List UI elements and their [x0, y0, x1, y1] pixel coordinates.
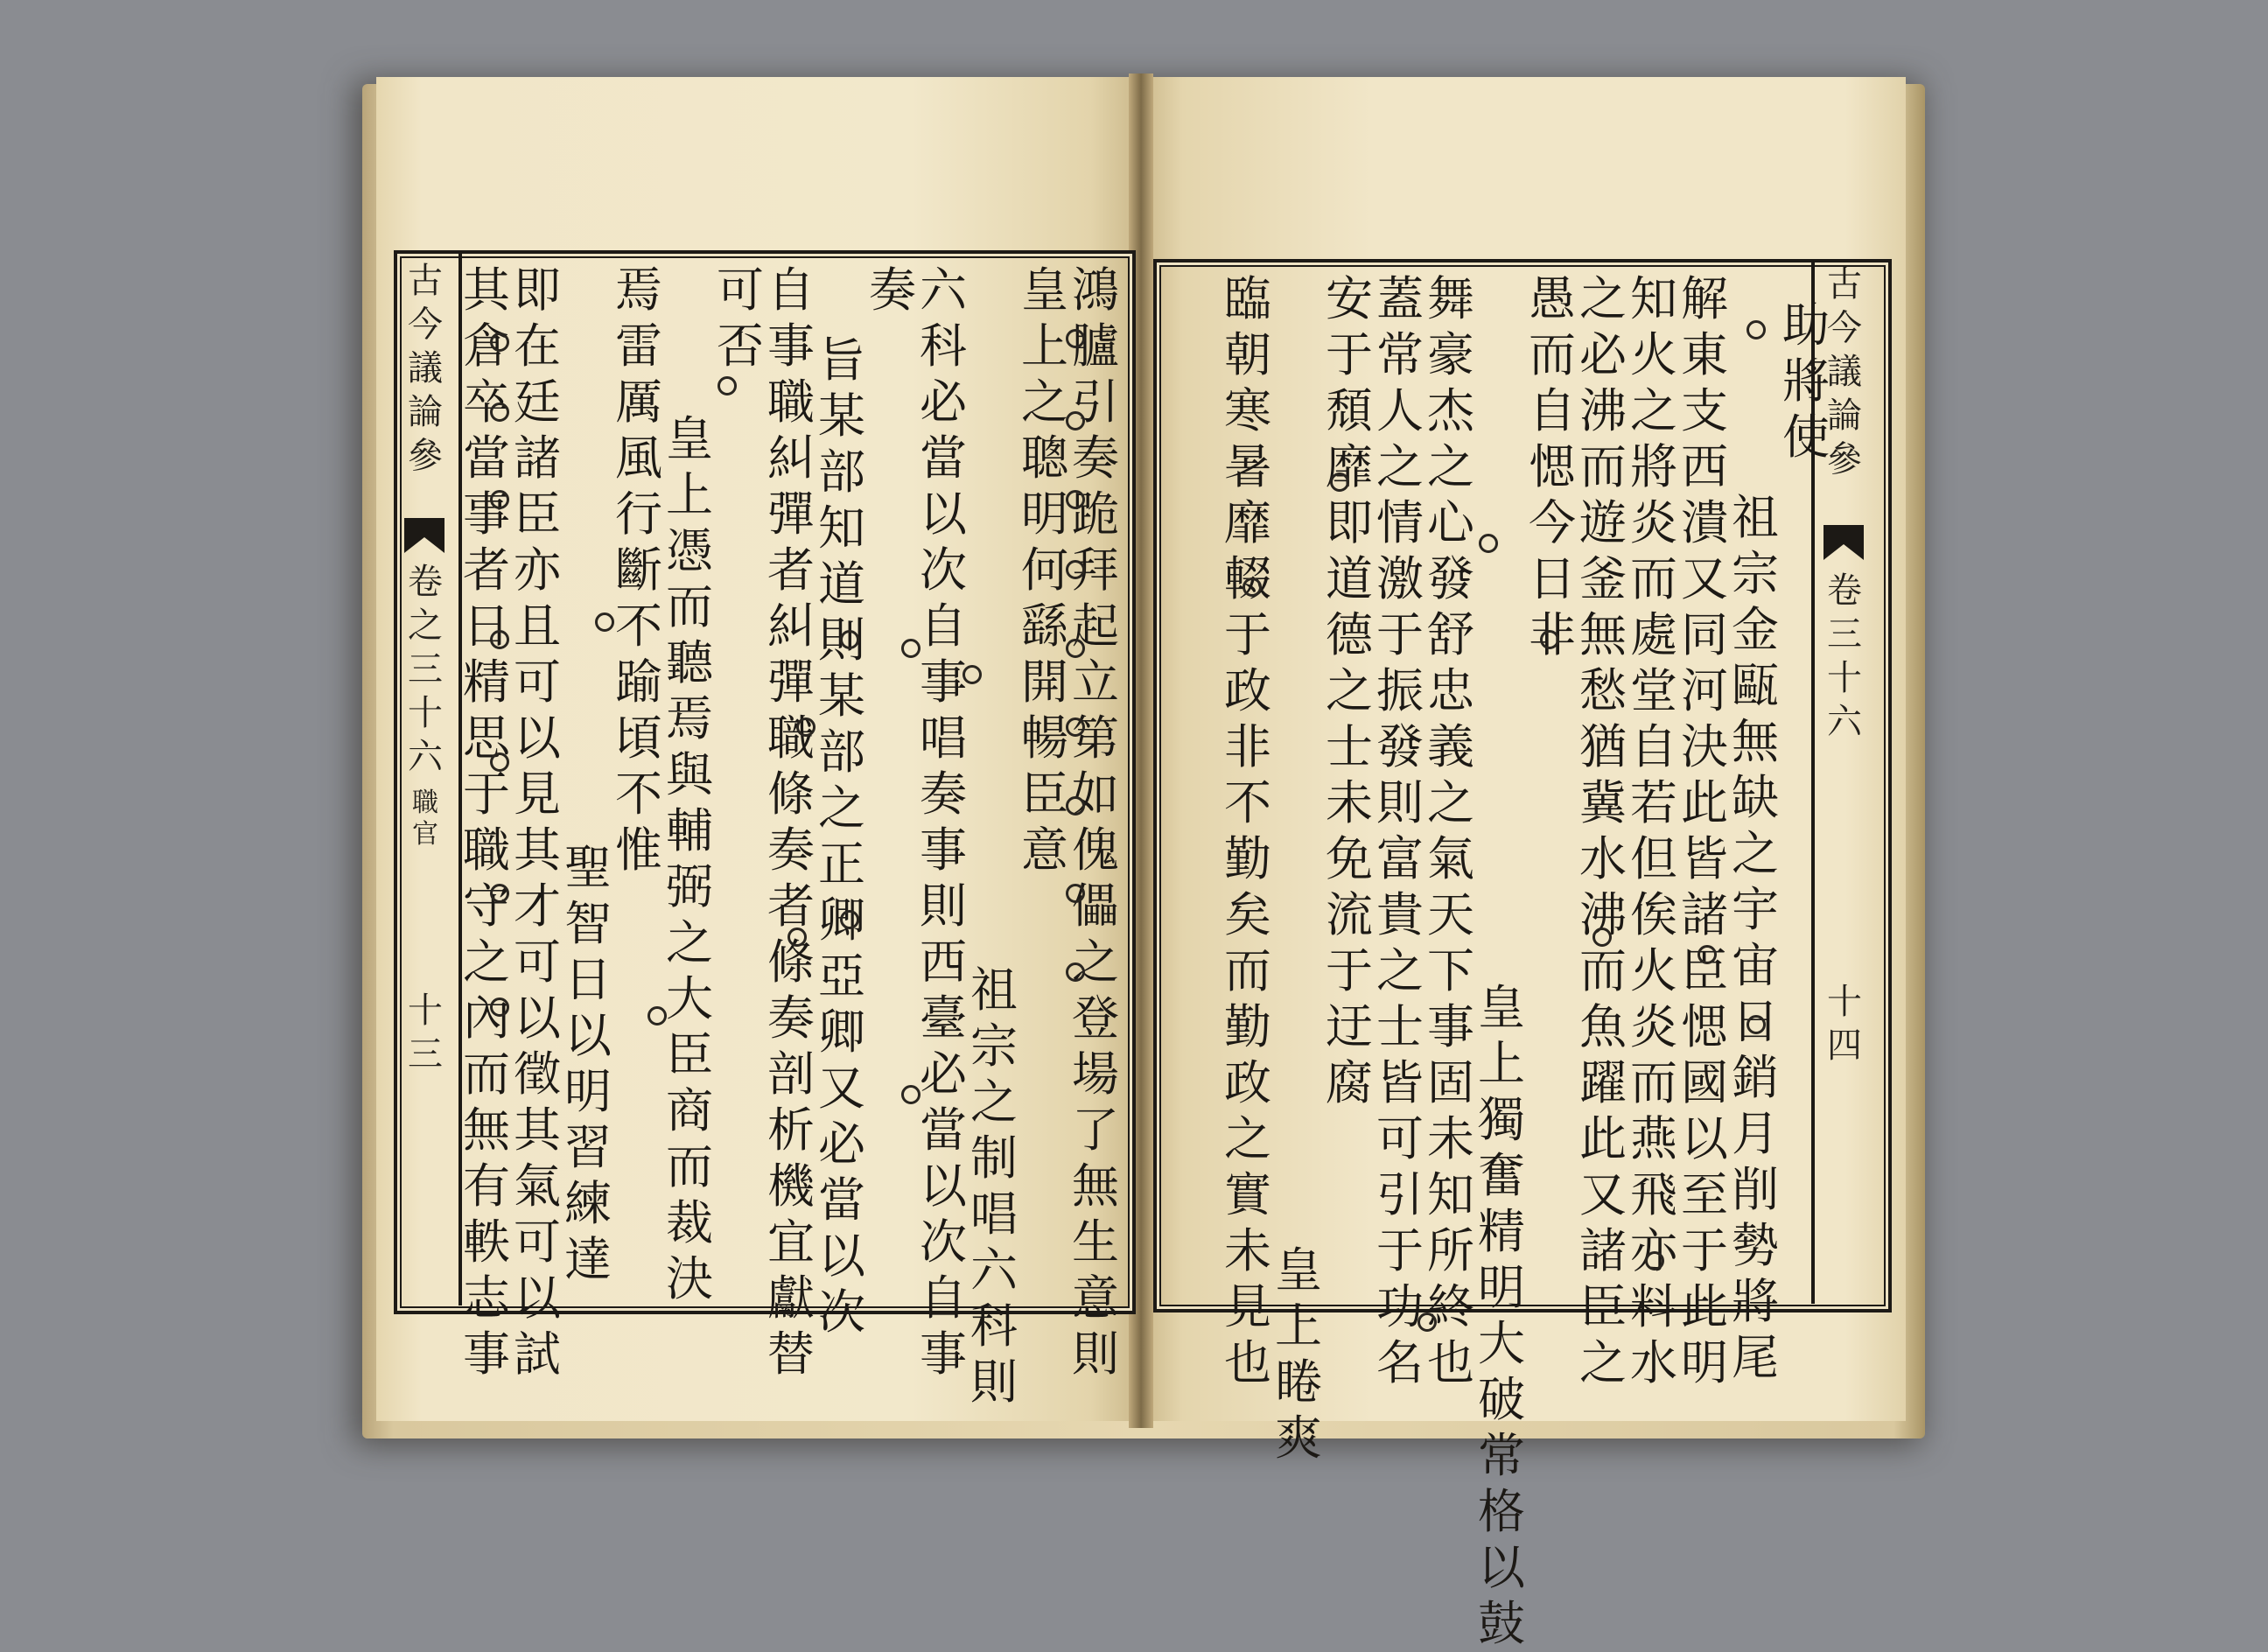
punctuation-circle — [1066, 411, 1085, 430]
text-column: 祖 宗 之 制 唱 六 科 則 — [970, 962, 1018, 1410]
text-column: 可 否 — [717, 262, 764, 374]
punctuation-circle — [490, 402, 509, 422]
punctuation-circle — [595, 612, 614, 632]
text-column: 舞 豪 杰 之 心 發 舒 忠 義 之 氣 天 下 事 固 未 知 所 終 也 — [1427, 271, 1474, 1390]
text-column: 之 必 沸 而 遊 釜 無 愁 猶 冀 水 沸 而 魚 躍 此 又 諸 臣 之 — [1579, 271, 1627, 1390]
text-column: 安 于 頹 靡 即 道 德 之 士 未 免 流 于 迂 腐 — [1326, 271, 1373, 1110]
punctuation-circle — [1746, 1015, 1766, 1034]
text-column: 焉 雷 厲 風 行 斷 不 踰 頃 不 惟 — [615, 262, 662, 878]
punctuation-circle — [490, 884, 509, 903]
text-column: 助 將 使 — [1782, 298, 1830, 465]
punctuation-circle — [1066, 490, 1085, 509]
right-margin-folio: 十 四 — [1827, 982, 1862, 1066]
text-column: 六 科 必 當 以 次 自 事 唱 奏 事 則 西 臺 必 當 以 次 自 事 — [920, 262, 967, 1382]
punctuation-circle — [1066, 560, 1085, 579]
punctuation-circle — [648, 1006, 667, 1026]
punctuation-circle — [1066, 796, 1085, 816]
punctuation-circle — [901, 1085, 920, 1104]
text-column: 皇 上 之 聰 明 何 繇 開 暢 臣 意 — [1021, 262, 1068, 878]
punctuation-circle — [840, 910, 859, 929]
punctuation-circle — [490, 998, 509, 1017]
punctuation-circle — [901, 639, 920, 658]
punctuation-circle — [490, 490, 509, 509]
punctuation-circle — [1066, 962, 1085, 982]
punctuation-circle — [1698, 945, 1717, 964]
text-column: 聖 智 日 以 明 習 練 達 — [564, 840, 612, 1287]
punctuation-circle — [1066, 639, 1085, 658]
punctuation-circle — [1066, 884, 1085, 903]
punctuation-circle — [490, 332, 509, 352]
punctuation-circle — [1592, 928, 1612, 947]
punctuation-circle — [490, 752, 509, 772]
text-column: 蓋 常 人 之 情 激 于 振 發 則 富 貴 之 士 皆 可 引 于 功 名 — [1376, 271, 1424, 1390]
punctuation-circle — [1540, 630, 1559, 649]
left-margin-title: 古 今 議 論 參 — [408, 261, 443, 476]
punctuation-circle — [1066, 718, 1085, 737]
punctuation-circle — [1746, 320, 1766, 340]
punctuation-circle — [718, 376, 737, 396]
punctuation-circle — [1418, 1312, 1437, 1332]
text-column: 奏 — [869, 262, 916, 318]
text-column: 自 事 職 糾 彈 者 糾 彈 職 條 奏 者 條 奏 剖 析 機 宜 獻 替 — [767, 262, 815, 1382]
right-margin-volume: 卷 三 十 六 — [1827, 570, 1862, 742]
text-column: 其 倉 卒 當 事 者 日 精 思 于 職 守 之 內 而 無 有 軼 志 事 — [463, 262, 510, 1382]
text-column: 解 東 支 西 潰 又 同 河 決 此 皆 諸 臣 愢 國 以 至 于 此 明 — [1681, 271, 1728, 1390]
punctuation-circle — [1066, 329, 1085, 348]
text-column: 祖 宗 金 甌 無 缺 之 宇 宙 日 銷 月 削 勢 將 尾 — [1732, 490, 1779, 1385]
right-margin-title: 古 今 議 論 參 — [1827, 264, 1862, 480]
text-column: 皇 上 睠 爽 — [1275, 1242, 1322, 1466]
punctuation-circle — [962, 665, 982, 684]
left-margin-volume: 卷 之 三 十 六 — [408, 562, 443, 777]
left-margin-folio: 十 三 — [408, 990, 443, 1074]
punctuation-circle — [840, 630, 859, 649]
punctuation-circle — [1645, 1251, 1664, 1270]
text-column: 皇 上 憑 而 聽 焉 與 輔 弼 之 大 臣 商 而 裁 決 — [666, 411, 713, 1306]
punctuation-circle — [1330, 472, 1349, 492]
text-column: 旨 某 部 知 道 則 某 部 之 正 卿 亞 卿 又 必 當 以 次 — [818, 332, 865, 1340]
text-column: 愚 而 自 愢 今 日 非 — [1529, 271, 1576, 662]
punctuation-circle — [1479, 534, 1498, 553]
punctuation-circle — [796, 718, 816, 737]
text-column: 即 在 廷 諸 臣 亦 且 可 以 見 其 才 可 以 徵 其 氣 可 以 試 — [514, 262, 561, 1382]
text-column: 知 火 之 將 炎 而 處 堂 自 若 但 俟 火 炎 而 燕 飛 亦 料 水 — [1630, 271, 1677, 1390]
text-column: 臨 朝 寒 暑 靡 輟 于 政 非 不 勤 矣 而 勤 政 之 實 未 見 也 — [1224, 271, 1271, 1390]
text-column: 皇 上 獨 奮 精 明 大 破 常 格 以 鼓 — [1478, 980, 1525, 1651]
text-column: 鴻 臚 引 奏 跪 拜 起 立 第 如 傀 儡 之 登 場 了 無 生 意 則 — [1072, 262, 1119, 1382]
punctuation-circle — [788, 928, 807, 947]
left-margin-section: 職 官 — [412, 788, 438, 850]
punctuation-circle — [1242, 578, 1262, 597]
punctuation-circle — [490, 630, 509, 649]
